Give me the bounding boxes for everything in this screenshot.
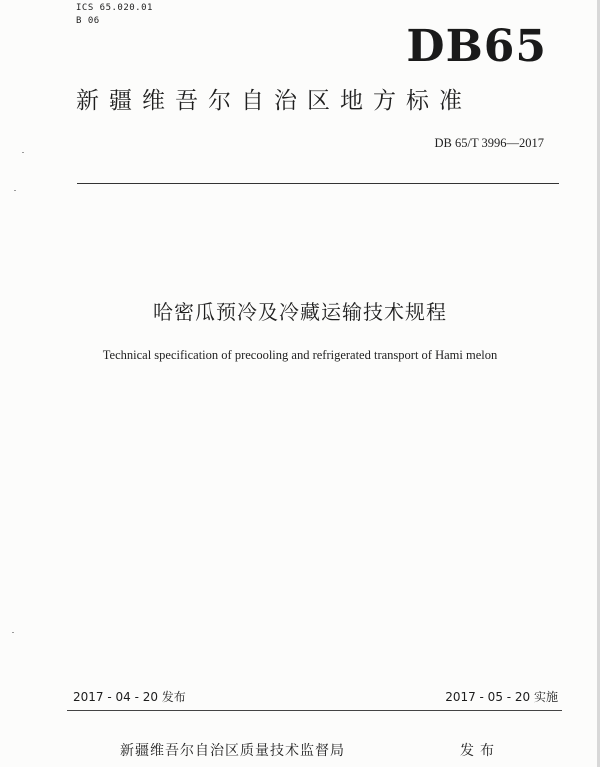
classification-codes (76, 2, 153, 28)
implementation-date: 2017 - 05 - 20 实施 (445, 690, 558, 704)
standard-code-logo: DB65 (406, 21, 547, 72)
issue-date: 2017 - 04 - 20 发布 (73, 690, 186, 704)
date-row (73, 689, 558, 706)
title-chinese: 哈密瓜预冷及冷藏运输技术规程 (153, 300, 447, 324)
ccs-code: B 06 (76, 16, 100, 26)
title-english: Technical specification of precooling and refrigerated transport of Hami melon (102, 348, 498, 362)
standard-number: DB 65/T 3996—2017 (434, 136, 544, 150)
scan-speck (12, 632, 14, 633)
top-divider (77, 183, 559, 184)
issuing-authority (120, 740, 500, 762)
scan-speck (14, 190, 16, 191)
issuer-name: 新疆维吾尔自治区质量技术监督局 (120, 743, 345, 759)
scan-speck (22, 152, 24, 153)
standard-type-heading: 新疆维吾尔自治区地方标准 (76, 88, 472, 114)
issuer-action: 发布 (460, 743, 500, 759)
bottom-divider (67, 710, 562, 711)
ics-code: ICS 65.020.01 (76, 3, 153, 13)
